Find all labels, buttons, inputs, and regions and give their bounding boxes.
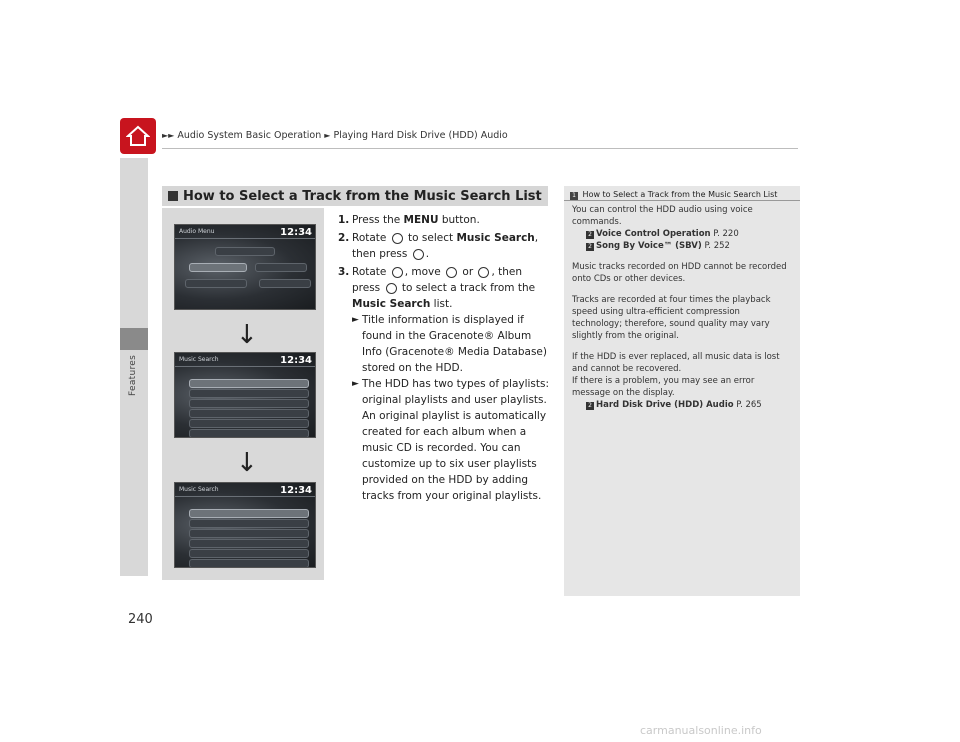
screen-clock: 12:34 — [280, 227, 312, 238]
step-bullet — [352, 376, 550, 504]
step-bold: Music Search — [456, 232, 535, 244]
screen-row — [185, 279, 247, 288]
step-text: . — [425, 248, 430, 260]
note-paragraph: Music tracks recorded on HDD cannot be recorded onto CDs or other devices. — [572, 262, 787, 284]
watermark: carmanualsonline.info — [640, 724, 762, 737]
down-arrow-icon: ↓ — [236, 320, 258, 350]
side-notes-rule — [564, 200, 800, 201]
home-button[interactable] — [120, 118, 156, 154]
screen-row — [259, 279, 311, 288]
step-3 — [338, 264, 550, 504]
screen-music-search — [174, 352, 316, 438]
selector-knob-icon — [392, 267, 403, 278]
step-text: , then press — [352, 232, 539, 260]
step-text: Rotate — [352, 266, 390, 278]
note-paragraph — [572, 204, 792, 252]
screen-clock: 12:34 — [280, 485, 312, 496]
reference-icon: 2 — [586, 402, 594, 410]
note-text: If there is a problem, you may see an error message on the display. — [572, 376, 755, 398]
step-text: , move — [404, 266, 445, 278]
note-text: You can control the HDD audio using voice commands. — [572, 205, 753, 227]
step-2 — [338, 230, 550, 262]
screen-title: Music Search — [179, 486, 219, 493]
screen-row — [189, 549, 309, 558]
ref-page: P. 252 — [701, 241, 730, 251]
screen-divider — [175, 496, 315, 497]
section-title: How to Select a Track from the Music Search List — [183, 188, 542, 204]
step-number: 1. — [338, 214, 350, 226]
screen-row — [189, 559, 309, 568]
move-left-icon — [446, 267, 457, 278]
breadcrumb-link-2[interactable]: Playing Hard Disk Drive (HDD) Audio — [333, 130, 508, 141]
note-paragraph: If the HDD is ever replaced, all music data is lost and cannot be recovered. — [572, 352, 780, 374]
step-text: to select a track from the — [398, 282, 536, 294]
note-paragraph: Tracks are recorded at four times the playback speed using ultra-efficient compression technology; therefore, sound quality may vary slightly from the original. — [572, 295, 771, 341]
step-number: 2. — [338, 232, 350, 244]
step-text: to select — [404, 232, 457, 244]
screen-row — [189, 539, 309, 548]
breadcrumb — [162, 130, 508, 141]
screen-row — [189, 399, 309, 408]
reference-icon: 2 — [586, 243, 594, 251]
ref-page: P. 220 — [710, 229, 739, 239]
screen-divider — [175, 238, 315, 239]
step-bold: MENU — [403, 214, 439, 226]
instruction-steps — [338, 212, 550, 506]
ref-page: P. 265 — [733, 400, 762, 410]
step-number: 3. — [338, 266, 350, 278]
home-icon — [126, 125, 150, 147]
note-paragraph — [572, 375, 792, 411]
bullet-arrow-icon: ► — [352, 315, 359, 325]
screen-divider — [175, 366, 315, 367]
side-notes-panel — [564, 186, 800, 596]
ref-title: Song By Voice™ (SBV) — [596, 241, 702, 251]
screen-row — [255, 263, 307, 272]
reference-icon: 2 — [586, 231, 594, 239]
screen-row-selected — [189, 263, 247, 272]
breadcrumb-arrow-icon: ► — [324, 131, 331, 140]
bullet-text: The HDD has two types of playlists: original playlists and user playlists. An original playlist is automatically created for each album when a music CD is recorded. You can customize up to six user playlists provided on the HDD by adding tracks from your original playlists. — [362, 378, 550, 502]
press-icon — [413, 249, 424, 260]
press-icon — [386, 283, 397, 294]
step-bold: Music Search — [352, 298, 431, 310]
move-right-icon — [478, 267, 489, 278]
screen-title: Music Search — [179, 356, 219, 363]
screen-row-selected — [189, 509, 309, 518]
cross-reference-link[interactable] — [572, 241, 730, 251]
screen-title: Audio Menu — [179, 228, 215, 235]
step-text: Rotate — [352, 232, 390, 244]
bullet-text: Title information is displayed if found in the Gracenote® Album Info (Gracenote® Media Database) stored on the HDD. — [362, 314, 547, 374]
screen-row — [215, 247, 275, 256]
side-notes-title — [570, 190, 777, 200]
step-1 — [338, 212, 550, 228]
step-text: , then press — [352, 266, 523, 294]
cross-reference-link[interactable] — [572, 400, 762, 410]
screen-row — [189, 419, 309, 428]
screen-clock: 12:34 — [280, 355, 312, 366]
screen-row — [189, 519, 309, 528]
selector-knob-icon — [392, 233, 403, 244]
side-tab-label: Features — [128, 354, 138, 396]
step-text: or — [459, 266, 477, 278]
breadcrumb-link-1[interactable]: Audio System Basic Operation — [177, 130, 322, 141]
ref-title: Voice Control Operation — [596, 229, 711, 239]
screen-row — [189, 409, 309, 418]
section-header — [162, 186, 548, 206]
breadcrumb-arrow-icon: ►► — [162, 131, 175, 140]
step-bullet — [352, 312, 550, 376]
screen-audio-menu — [174, 224, 316, 310]
down-arrow-icon: ↓ — [236, 448, 258, 478]
side-notes-title-text: How to Select a Track from the Music Search List — [582, 190, 778, 199]
side-notes-body — [572, 204, 792, 420]
screen-music-search-list — [174, 482, 316, 568]
header-rule — [162, 148, 798, 149]
page-number: 240 — [128, 612, 153, 627]
step-text: button. — [438, 214, 480, 226]
note-badge-icon: 1 — [570, 192, 578, 200]
screen-row — [189, 529, 309, 538]
screen-row-selected — [189, 379, 309, 388]
screen-row — [189, 389, 309, 398]
cross-reference-link[interactable] — [572, 229, 739, 239]
screen-row — [189, 429, 309, 438]
bullet-arrow-icon: ► — [352, 379, 359, 389]
step-text: Press the — [352, 214, 404, 226]
side-bar-marker — [120, 328, 148, 350]
section-square-icon — [168, 191, 178, 201]
ref-title: Hard Disk Drive (HDD) Audio — [596, 400, 734, 410]
step-text: list. — [430, 298, 453, 310]
